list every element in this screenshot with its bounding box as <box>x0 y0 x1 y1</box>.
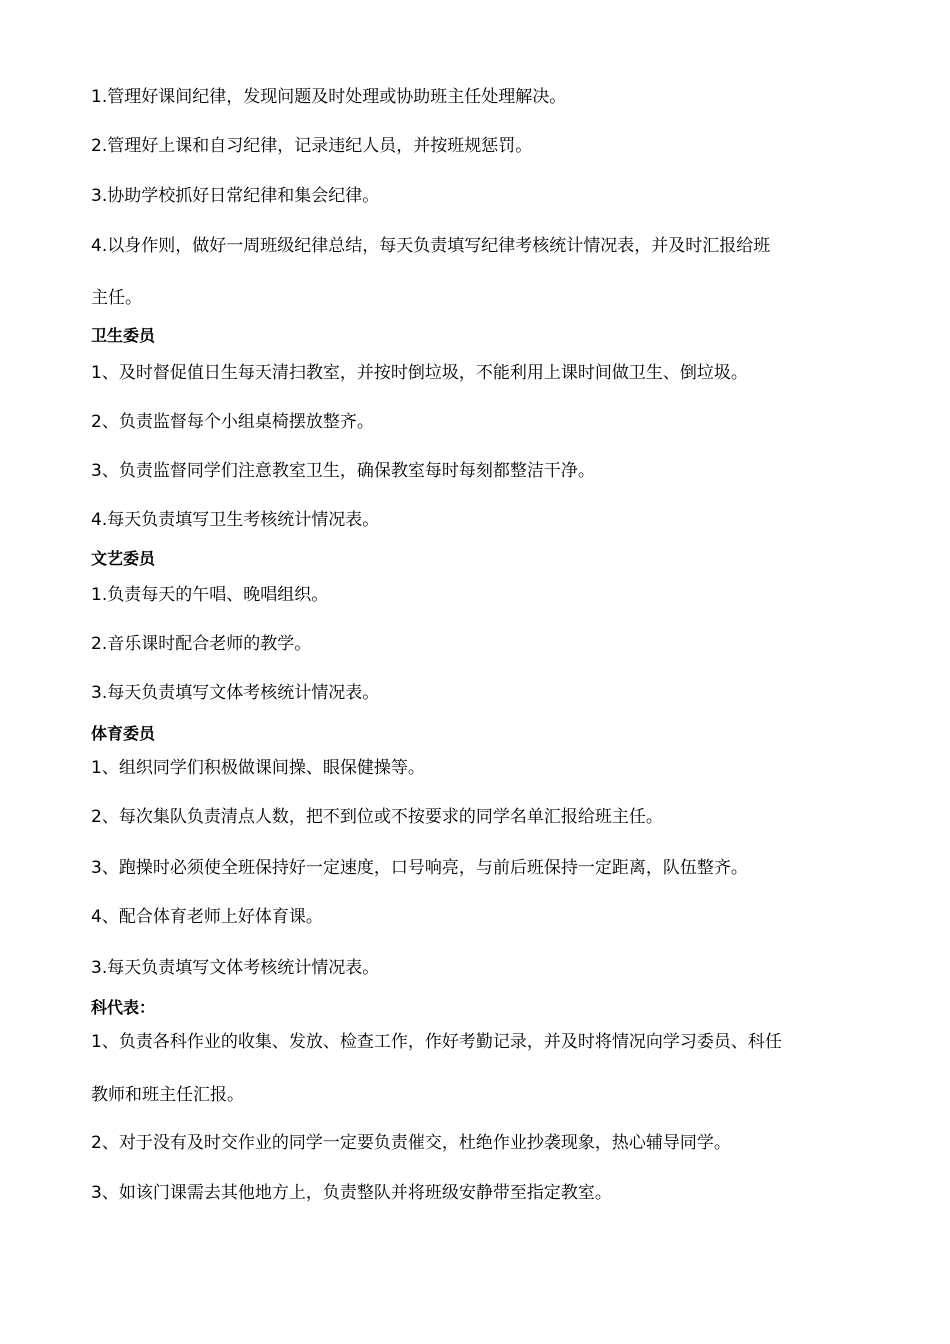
sports-item-4: 4、配合体育老师上好体育课。 <box>91 907 323 927</box>
hygiene-item-2: 2、负责监督每个小组桌椅摆放整齐。 <box>91 412 374 432</box>
sports-item-3: 3、跑操时必须使全班保持好一定速度，口号响亮，与前后班保持一定距离，队伍整齐。 <box>91 858 748 878</box>
subject-rep-item-3: 3、如该门课需去其他地方上，负责整队并将班级安静带至指定教室。 <box>91 1183 612 1203</box>
subject-rep-item-2: 2、对于没有及时交作业的同学一定要负责催交，杜绝作业抄袭现象，热心辅导同学。 <box>91 1133 731 1153</box>
discipline-item-4-cont: 主任。 <box>91 288 142 308</box>
sports-item-2: 2、每次集队负责清点人数，把不到位或不按要求的同学名单汇报给班主任。 <box>91 807 663 827</box>
discipline-item-1: 1.管理好课间纪律，发现问题及时处理或协助班主任处理解决。 <box>91 87 567 107</box>
arts-item-1: 1.负责每天的午唱、晚唱组织。 <box>91 585 329 605</box>
sports-item-1: 1、组织同学们积极做课间操、眼保健操等。 <box>91 758 425 778</box>
arts-item-2: 2.音乐课时配合老师的教学。 <box>91 634 312 654</box>
sports-heading: 体育委员 <box>91 724 156 743</box>
hygiene-item-3: 3、负责监督同学们注意教室卫生，确保教室每时每刻都整洁干净。 <box>91 461 595 481</box>
hygiene-heading: 卫生委员 <box>91 326 156 345</box>
hygiene-item-4: 4.每天负责填写卫生考核统计情况表。 <box>91 510 380 530</box>
discipline-item-3: 3.协助学校抓好日常纪律和集会纪律。 <box>91 186 380 206</box>
sports-item-5: 3.每天负责填写文体考核统计情况表。 <box>91 958 380 978</box>
subject-rep-item-1-cont: 教师和班主任汇报。 <box>91 1085 244 1105</box>
arts-heading: 文艺委员 <box>91 549 156 568</box>
discipline-item-4: 4.以身作则，做好一周班级纪律总结，每天负责填写纪律考核统计情况表，并及时汇报给班 <box>91 236 771 256</box>
discipline-item-2: 2.管理好上课和自习纪律，记录违纪人员，并按班规惩罚。 <box>91 136 533 156</box>
arts-item-3: 3.每天负责填写文体考核统计情况表。 <box>91 683 380 703</box>
subject-rep-heading: 科代表： <box>91 998 156 1017</box>
subject-rep-item-1: 1、负责各科作业的收集、发放、检查工作，作好考勤记录，并及时将情况向学习委员、科任 <box>91 1032 782 1052</box>
hygiene-item-1: 1、及时督促值日生每天清扫教室，并按时倒垃圾，不能利用上课时间做卫生、倒垃圾。 <box>91 363 748 383</box>
